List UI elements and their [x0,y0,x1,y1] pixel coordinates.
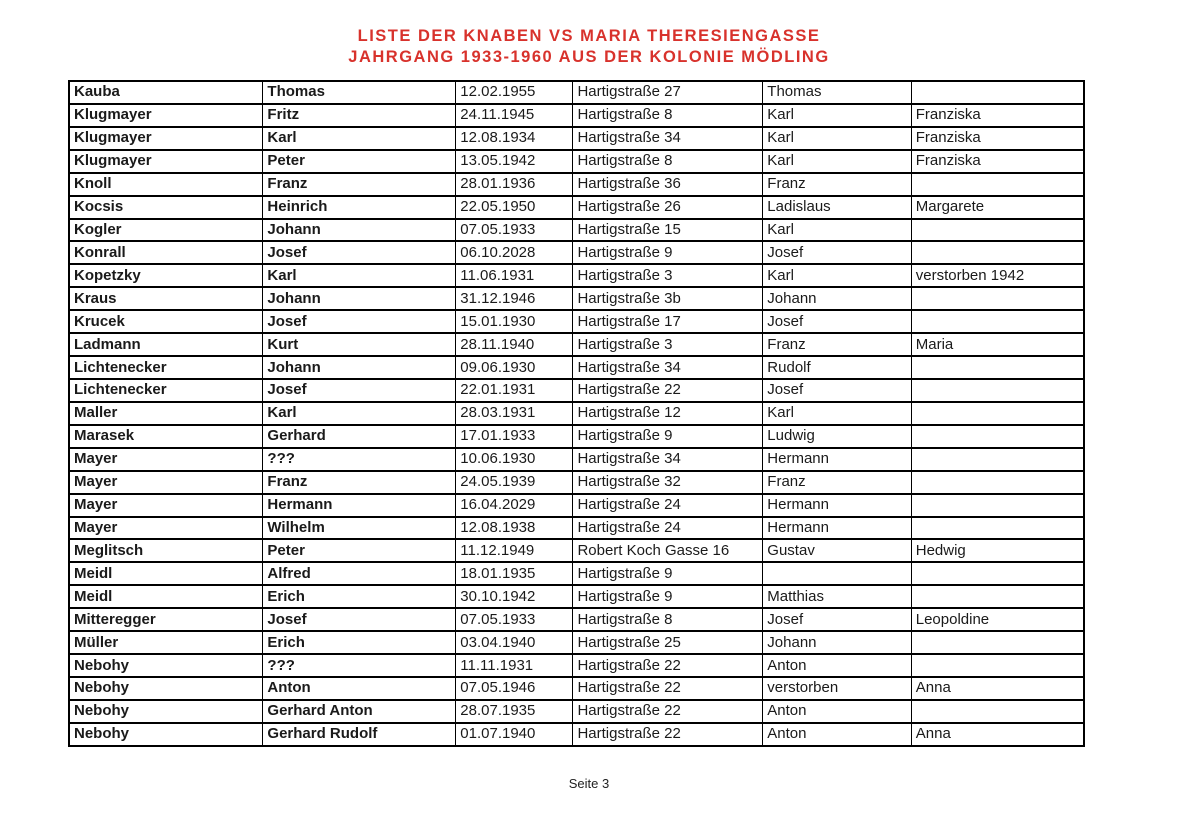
cell-birthdate: 11.06.1931 [456,264,573,287]
document-title-line2: JAHRGANG 1933-1960 AUS DER KOLONIE MÖDLING [348,48,830,66]
cell-father: Rudolf [763,356,911,379]
table-row [69,287,1084,310]
table-row [69,127,1084,150]
cell-father: Hermann [763,448,911,471]
table-row [69,379,1084,402]
cell-mother_or_note [911,562,1084,585]
cell-birthdate: 28.11.1940 [456,333,573,356]
cell-father: Anton [763,654,911,677]
cell-address: Hartigstraße 34 [573,448,763,471]
table-row [69,700,1084,723]
cell-firstname: Johann [263,287,456,310]
table-row [69,562,1084,585]
cell-address: Hartigstraße 3 [573,333,763,356]
table-row [69,104,1084,127]
cell-surname: Ladmann [69,333,263,356]
cell-surname: Nebohy [69,654,263,677]
cell-father: Josef [763,608,911,631]
cell-address: Hartigstraße 32 [573,471,763,494]
cell-birthdate: 18.01.1935 [456,562,573,585]
table-row [69,517,1084,540]
cell-surname: Knoll [69,173,263,196]
cell-surname: Nebohy [69,677,263,700]
cell-mother_or_note [911,471,1084,494]
table-row [69,173,1084,196]
cell-father: Karl [763,219,911,242]
cell-firstname: Franz [263,173,456,196]
cell-father: Karl [763,264,911,287]
cell-father: Karl [763,402,911,425]
cell-father: Anton [763,700,911,723]
cell-firstname: Fritz [263,104,456,127]
cell-address: Hartigstraße 15 [573,219,763,242]
cell-mother_or_note: Anna [911,677,1084,700]
table-row [69,448,1084,471]
cell-surname: Mayer [69,448,263,471]
cell-surname: Meidl [69,585,263,608]
cell-firstname: Karl [263,402,456,425]
cell-surname: Maller [69,402,263,425]
cell-firstname: ??? [263,448,456,471]
cell-surname: Mayer [69,517,263,540]
cell-mother_or_note [911,241,1084,264]
cell-birthdate: 03.04.1940 [456,631,573,654]
cell-address: Hartigstraße 9 [573,425,763,448]
cell-father: Josef [763,379,911,402]
cell-birthdate: 01.07.1940 [456,723,573,746]
cell-address: Hartigstraße 17 [573,310,763,333]
cell-father: Gustav [763,539,911,562]
cell-mother_or_note: Franziska [911,104,1084,127]
table-body [69,81,1084,746]
cell-surname: Kraus [69,287,263,310]
cell-address: Hartigstraße 34 [573,356,763,379]
cell-address: Hartigstraße 24 [573,494,763,517]
table-row [69,471,1084,494]
table-row [69,241,1084,264]
cell-father: Josef [763,310,911,333]
table-row [69,356,1084,379]
table-row [69,196,1084,219]
cell-surname: Konrall [69,241,263,264]
cell-father [763,562,911,585]
cell-birthdate: 17.01.1933 [456,425,573,448]
table-row [69,425,1084,448]
cell-firstname: Josef [263,379,456,402]
cell-father: Hermann [763,494,911,517]
cell-firstname: Kurt [263,333,456,356]
cell-firstname: Josef [263,608,456,631]
cell-firstname: Thomas [263,81,456,104]
table-row [69,219,1084,242]
cell-birthdate: 07.05.1933 [456,219,573,242]
cell-firstname: Alfred [263,562,456,585]
cell-firstname: Erich [263,631,456,654]
cell-address: Hartigstraße 9 [573,585,763,608]
cell-address: Hartigstraße 27 [573,81,763,104]
cell-mother_or_note [911,402,1084,425]
cell-address: Hartigstraße 8 [573,150,763,173]
cell-birthdate: 12.08.1938 [456,517,573,540]
cell-mother_or_note: Anna [911,723,1084,746]
table-row [69,333,1084,356]
cell-father: Ladislaus [763,196,911,219]
cell-address: Hartigstraße 8 [573,608,763,631]
cell-address: Hartigstraße 36 [573,173,763,196]
cell-birthdate: 09.06.1930 [456,356,573,379]
cell-birthdate: 24.11.1945 [456,104,573,127]
cell-mother_or_note [911,654,1084,677]
cell-surname: Mayer [69,471,263,494]
cell-firstname: Josef [263,241,456,264]
cell-surname: Kauba [69,81,263,104]
cell-firstname: Karl [263,264,456,287]
cell-birthdate: 28.01.1936 [456,173,573,196]
cell-father: Franz [763,173,911,196]
cell-address: Hartigstraße 9 [573,241,763,264]
cell-firstname: Peter [263,150,456,173]
cell-mother_or_note [911,494,1084,517]
cell-birthdate: 12.02.1955 [456,81,573,104]
table-row [69,539,1084,562]
cell-birthdate: 11.12.1949 [456,539,573,562]
cell-birthdate: 11.11.1931 [456,654,573,677]
cell-firstname: Anton [263,677,456,700]
cell-father: Franz [763,471,911,494]
cell-surname: Kocsis [69,196,263,219]
cell-address: Hartigstraße 8 [573,104,763,127]
cell-firstname: Franz [263,471,456,494]
cell-father: verstorben [763,677,911,700]
cell-firstname: Heinrich [263,196,456,219]
table-row [69,264,1084,287]
cell-address: Hartigstraße 9 [573,562,763,585]
cell-father: Josef [763,241,911,264]
cell-surname: Marasek [69,425,263,448]
table-row [69,585,1084,608]
cell-mother_or_note [911,81,1084,104]
cell-father: Karl [763,127,911,150]
cell-surname: Krucek [69,310,263,333]
cell-birthdate: 13.05.1942 [456,150,573,173]
cell-firstname: Gerhard [263,425,456,448]
cell-address: Hartigstraße 34 [573,127,763,150]
cell-firstname: Johann [263,219,456,242]
cell-surname: Klugmayer [69,127,263,150]
table-row [69,310,1084,333]
cell-address: Hartigstraße 25 [573,631,763,654]
cell-mother_or_note [911,448,1084,471]
cell-mother_or_note [911,379,1084,402]
cell-birthdate: 22.01.1931 [456,379,573,402]
cell-mother_or_note [911,517,1084,540]
cell-mother_or_note: verstorben 1942 [911,264,1084,287]
cell-surname: Meglitsch [69,539,263,562]
cell-firstname: Gerhard Anton [263,700,456,723]
cell-address: Hartigstraße 22 [573,654,763,677]
table-row [69,677,1084,700]
cell-birthdate: 07.05.1946 [456,677,573,700]
cell-birthdate: 10.06.1930 [456,448,573,471]
cell-firstname: Johann [263,356,456,379]
cell-mother_or_note [911,287,1084,310]
cell-mother_or_note: Maria [911,333,1084,356]
cell-birthdate: 31.12.1946 [456,287,573,310]
pupil-roster-table [68,80,1085,747]
cell-surname: Klugmayer [69,150,263,173]
cell-surname: Kopetzky [69,264,263,287]
cell-birthdate: 15.01.1930 [456,310,573,333]
cell-surname: Klugmayer [69,104,263,127]
cell-mother_or_note [911,173,1084,196]
cell-firstname: Gerhard Rudolf [263,723,456,746]
table-row [69,608,1084,631]
page-number: Seite 3 [568,776,610,791]
cell-address: Hartigstraße 22 [573,677,763,700]
cell-birthdate: 22.05.1950 [456,196,573,219]
cell-address: Hartigstraße 22 [573,723,763,746]
cell-surname: Müller [69,631,263,654]
table-row [69,654,1084,677]
cell-address: Hartigstraße 22 [573,379,763,402]
cell-firstname: Josef [263,310,456,333]
table-row [69,81,1084,104]
cell-father: Ludwig [763,425,911,448]
cell-firstname: ??? [263,654,456,677]
cell-mother_or_note: Franziska [911,127,1084,150]
document-title-line1: LISTE DER KNABEN VS MARIA THERESIENGASSE [357,27,821,45]
table-row [69,402,1084,425]
cell-mother_or_note: Franziska [911,150,1084,173]
cell-surname: Lichtenecker [69,356,263,379]
cell-father: Thomas [763,81,911,104]
cell-surname: Nebohy [69,700,263,723]
cell-father: Karl [763,150,911,173]
cell-father: Franz [763,333,911,356]
cell-surname: Lichtenecker [69,379,263,402]
cell-firstname: Peter [263,539,456,562]
cell-mother_or_note [911,631,1084,654]
cell-birthdate: 30.10.1942 [456,585,573,608]
cell-mother_or_note [911,310,1084,333]
cell-surname: Mayer [69,494,263,517]
cell-father: Johann [763,631,911,654]
table-row [69,150,1084,173]
cell-mother_or_note [911,219,1084,242]
table-row [69,723,1084,746]
cell-birthdate: 28.07.1935 [456,700,573,723]
cell-father: Johann [763,287,911,310]
cell-father: Matthias [763,585,911,608]
cell-father: Hermann [763,517,911,540]
cell-surname: Meidl [69,562,263,585]
cell-birthdate: 24.05.1939 [456,471,573,494]
cell-address: Hartigstraße 3b [573,287,763,310]
cell-birthdate: 16.04.2029 [456,494,573,517]
cell-address: Hartigstraße 26 [573,196,763,219]
cell-birthdate: 06.10.2028 [456,241,573,264]
cell-mother_or_note [911,585,1084,608]
cell-address: Hartigstraße 24 [573,517,763,540]
cell-firstname: Karl [263,127,456,150]
cell-mother_or_note: Margarete [911,196,1084,219]
cell-birthdate: 07.05.1933 [456,608,573,631]
cell-mother_or_note: Hedwig [911,539,1084,562]
cell-birthdate: 12.08.1934 [456,127,573,150]
cell-firstname: Hermann [263,494,456,517]
cell-birthdate: 28.03.1931 [456,402,573,425]
cell-surname: Mitteregger [69,608,263,631]
cell-mother_or_note: Leopoldine [911,608,1084,631]
cell-surname: Kogler [69,219,263,242]
table-row [69,631,1084,654]
document-title [0,26,1178,68]
cell-father: Karl [763,104,911,127]
cell-mother_or_note [911,700,1084,723]
cell-firstname: Wilhelm [263,517,456,540]
cell-address: Robert Koch Gasse 16 [573,539,763,562]
cell-address: Hartigstraße 12 [573,402,763,425]
cell-firstname: Erich [263,585,456,608]
table-row [69,494,1084,517]
cell-mother_or_note [911,356,1084,379]
cell-surname: Nebohy [69,723,263,746]
cell-address: Hartigstraße 3 [573,264,763,287]
cell-father: Anton [763,723,911,746]
cell-address: Hartigstraße 22 [573,700,763,723]
cell-mother_or_note [911,425,1084,448]
